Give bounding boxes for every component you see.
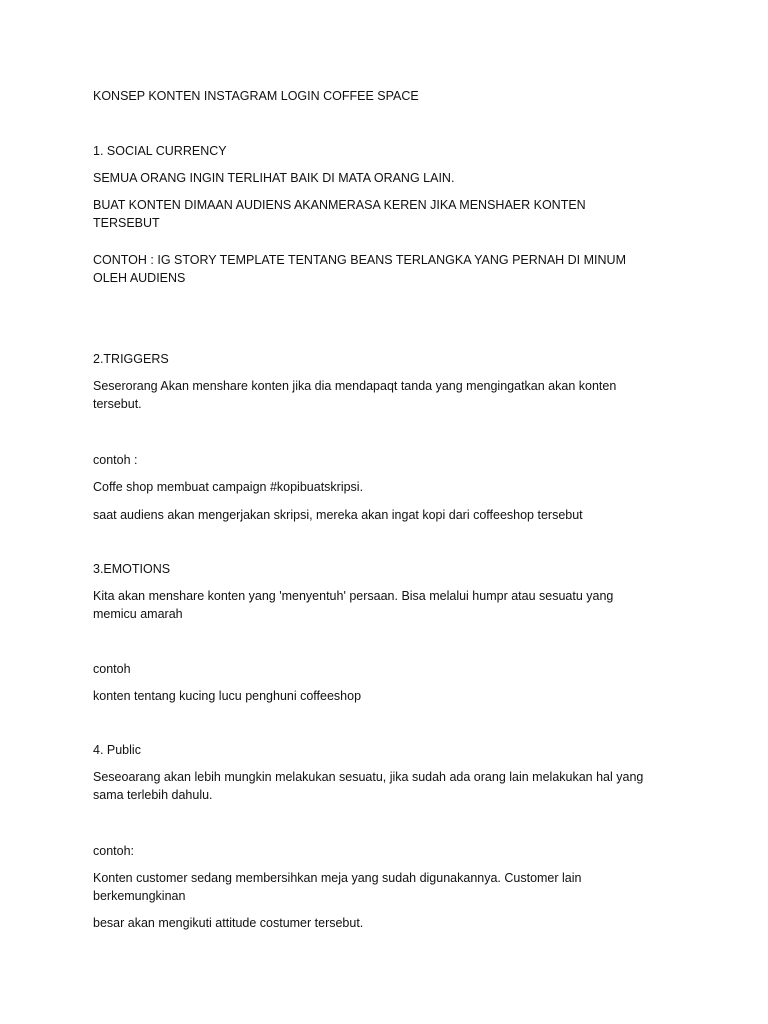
paragraph: Konten customer sedang membersihkan meja yang sudah digunakannya. Customer lain berkemungkinan (93, 871, 582, 903)
paragraph: Coffe shop membuat campaign #kopibuatskripsi. (93, 480, 364, 494)
paragraph: saat audiens akan mengerjakan skripsi, mereka akan ingat kopi dari coffeeshop tersebut (93, 508, 583, 522)
section-heading: 3.EMOTIONS (93, 562, 171, 576)
section-heading: 4. Public (93, 743, 141, 757)
document-title: KONSEP KONTEN INSTAGRAM LOGIN COFFEE SPACE (93, 89, 419, 103)
paragraph: besar akan mengikuti attitude costumer tersebut. (93, 916, 364, 930)
paragraph: SEMUA ORANG INGIN TERLIHAT BAIK DI MATA ORANG LAIN. (93, 171, 455, 185)
paragraph: Seserorang Akan menshare konten jika dia mendapaqt tanda yang mengingatkan akan konten tersebut. (93, 379, 617, 411)
section-heading: 2.TRIGGERS (93, 352, 169, 366)
paragraph: CONTOH : IG STORY TEMPLATE TENTANG BEANS TERLANGKA YANG PERNAH DI MINUM OLEH AUDIENS (93, 253, 626, 285)
paragraph: contoh (93, 662, 131, 676)
paragraph: konten tentang kucing lucu penghuni coffeeshop (93, 689, 362, 703)
section-heading: 1. SOCIAL CURRENCY (93, 144, 227, 158)
paragraph: BUAT KONTEN DIMAAN AUDIENS AKANMERASA KEREN JIKA MENSHAER KONTEN TERSEBUT (93, 198, 586, 230)
paragraph: contoh : (93, 453, 138, 467)
paragraph: contoh: (93, 844, 135, 858)
paragraph: Seseoarang akan lebih mungkin melakukan sesuatu, jika sudah ada orang lain melakukan hal yang sama terlebih dahulu. (93, 770, 644, 802)
paragraph: Kita akan menshare konten yang 'menyentuh' persaan. Bisa melalui humpr atau sesuatu yang memicu amarah (93, 589, 614, 621)
